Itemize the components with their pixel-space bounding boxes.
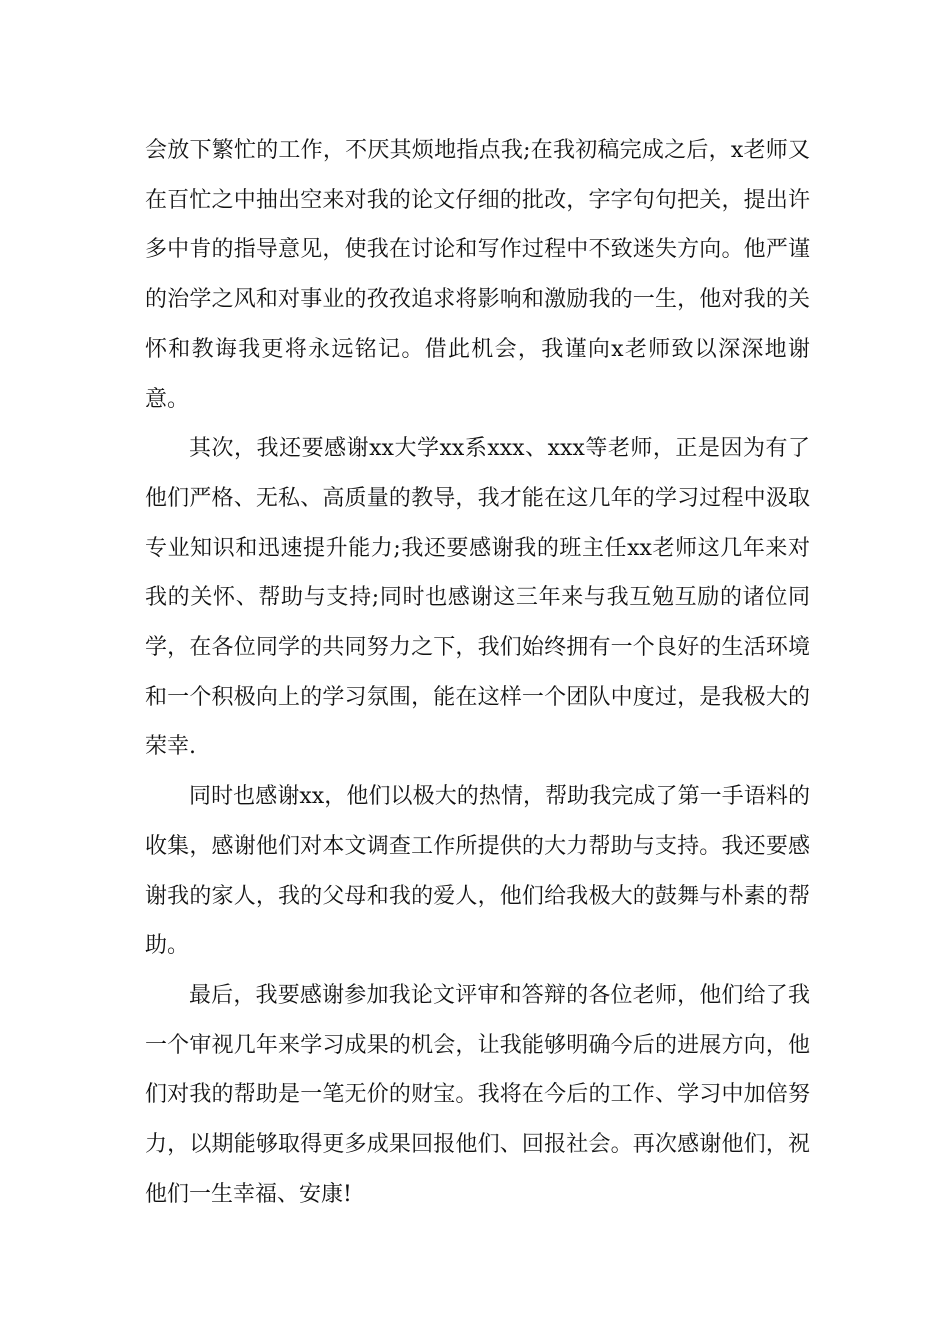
paragraph-committee-thanks: 最后，我要感谢参加我论文评审和答辩的各位老师，他们给了我一个审视几年来学习成果的机会，让我能够明确今后的进展方向，他们对我的帮助是一笔无价的财宝。我将在今后的工作、学习中加倍努力，以期能够取得更多成果回报他们、回报社会。再次感谢他们，祝他们一生幸福、安康!: [145, 982, 810, 1207]
paragraph-teachers-thanks: 其次，我还要感谢xx大学xx系xxx、xxx等老师，正是因为有了他们严格、无私、高质量的教导，我才能在这几年的学习过程中汲取专业知识和迅速提升能力;我还要感谢我的班主任xx老师这几年来对我的关怀、帮助与支持;同时也感谢这三年来与我互勉互励的诸位同学，在各位同学的共同努力之下，我们始终拥有一个良好的生活环境和一个积极向上的学习氛围，能在这样一个团队中度过，是我极大的荣幸.: [145, 436, 810, 760]
document-body: [145, 126, 810, 1219]
paragraph-family-thanks: 同时也感谢xx，他们以极大的热情，帮助我完成了第一手语料的收集，感谢他们对本文调查工作所提供的大力帮助与支持。我还要感谢我的家人，我的父母和我的爱人，他们给我极大的鼓舞与朴素的帮助。: [145, 784, 810, 959]
paragraph-continuation: 会放下繁忙的工作，不厌其烦地指点我;在我初稿完成之后，x老师又在百忙之中抽出空来对我的论文仔细的批改，字字句句把关，提出许多中肯的指导意见，使我在讨论和写作过程中不致迷失方向。他严谨的治学之风和对事业的孜孜追求将影响和激励我的一生，他对我的关怀和教诲我更将永远铭记。借此机会，我谨向x老师致以深深地谢意。: [145, 138, 810, 412]
